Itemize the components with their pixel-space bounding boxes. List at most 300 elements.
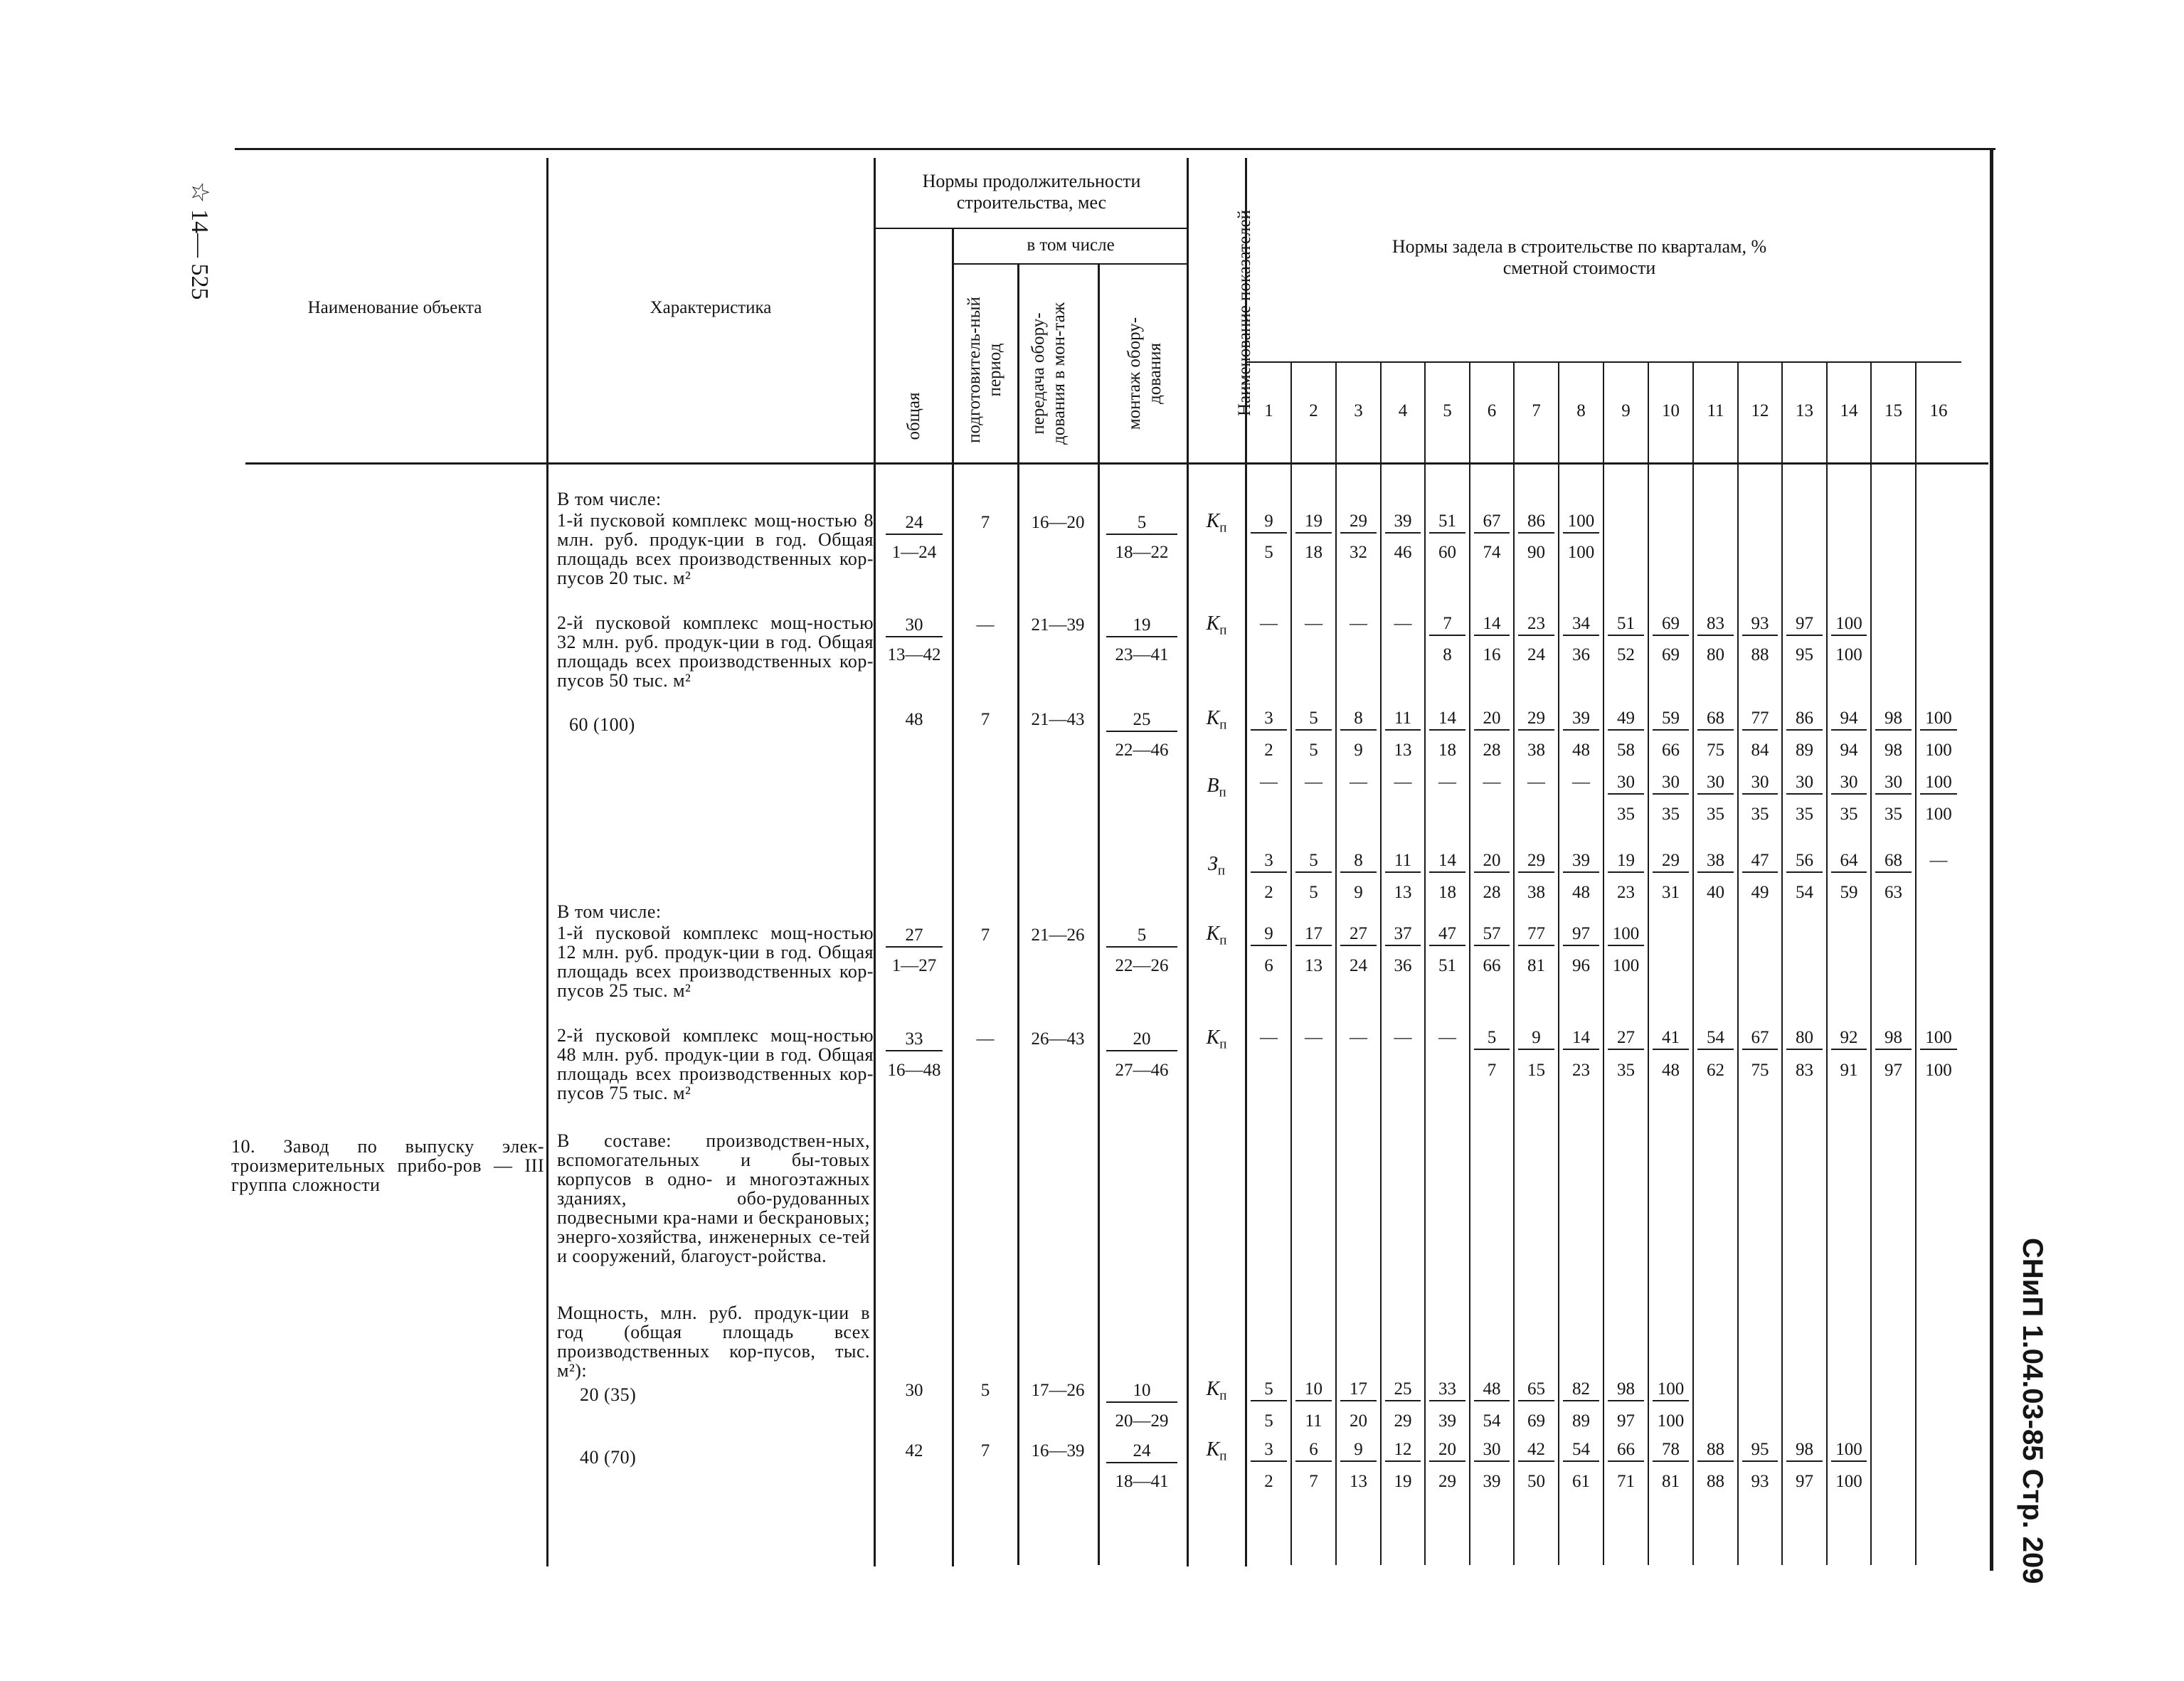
quarter-value-r5-bot-q4: 13 [1394, 883, 1412, 902]
indicator-k-r6: $К_п$ [1206, 1378, 1227, 1404]
quarter-value-r8-bot-q8: 89 [1572, 1411, 1590, 1431]
quarter-col-divider [1469, 363, 1470, 1565]
quarter-header-11: 11 [1707, 401, 1724, 420]
quarter-value-r7-top-q15: 98 [1875, 1027, 1912, 1050]
quarter-value-r1-bot-q5: 60 [1438, 543, 1456, 562]
total-r1: 24 [886, 512, 943, 535]
quarter-value-r5-top-q10: 29 [1653, 850, 1689, 873]
indicator-k-r5: $К_п$ [1206, 1027, 1227, 1052]
quarter-value-r7-top-q11: 54 [1697, 1027, 1734, 1050]
quarter-value-r6-top-q3: 27 [1340, 923, 1377, 946]
quarter-value-r2-bot-q13: 95 [1796, 645, 1813, 664]
quarter-value-r2-top-q13: 97 [1786, 613, 1823, 636]
quarter-value-r9-top-q9: 66 [1608, 1439, 1644, 1462]
quarter-value-r4-bot-q15: 35 [1885, 805, 1902, 824]
quarter-value-r3-top-q4: 11 [1385, 708, 1421, 731]
quarter-value-r2-top-q5: 7 [1429, 613, 1465, 636]
quarter-value-r6-bot-q4: 36 [1394, 956, 1412, 975]
quarter-value-r5-top-q7: 29 [1518, 850, 1554, 873]
quarter-value-r3-bot-q16: 100 [1925, 741, 1952, 760]
total-sub-r1: 1—24 [891, 543, 937, 562]
mount-sub-r7: 18—41 [1115, 1472, 1169, 1491]
quarter-header-13: 13 [1796, 401, 1813, 420]
header-transfer: передача обору-дования в мон-таж [1029, 302, 1069, 445]
page-id-left: ☆ 14— 525 [186, 181, 213, 300]
quarter-value-r7-top-q8: 14 [1563, 1027, 1599, 1050]
quarter-value-r3-top-q16: 100 [1920, 708, 1957, 731]
quarter-value-r2-top-q10: 69 [1653, 613, 1689, 636]
quarter-value-r2-bot-q9: 52 [1617, 645, 1635, 664]
quarter-value-r1-top-q5: 51 [1429, 511, 1465, 534]
quarter-value-r5-top-q4: 11 [1385, 850, 1421, 873]
quarter-value-r4-top-q11: 30 [1697, 772, 1734, 795]
quarter-value-r6-top-q9: 100 [1608, 923, 1644, 946]
col-divider-transfer [1098, 263, 1100, 1565]
col-divider-name [546, 158, 548, 1566]
quarter-value-r3-bot-q13: 89 [1796, 741, 1813, 760]
quarter-header-4: 4 [1398, 401, 1408, 420]
quarter-value-r4-top-q10: 30 [1653, 772, 1689, 795]
quarter-value-r9-top-q2: 6 [1295, 1439, 1332, 1462]
quarter-value-r2-top-q3: — [1350, 614, 1367, 633]
quarter-value-r5-bot-q12: 49 [1751, 883, 1769, 902]
char-complex-2a: 2-й пусковой комплекс мощ-ностью 32 млн. руб. продук-ции в год. Общая площадь всех производственных кор-пусов 50 тыс. м² [557, 613, 874, 691]
quarter-value-r1-top-q1: 9 [1251, 511, 1287, 534]
quarter-value-r5-top-q12: 47 [1742, 850, 1778, 873]
mount-sub-r4: 22—26 [1115, 956, 1169, 975]
quarter-col-divider [1603, 363, 1604, 1565]
quarter-value-r9-top-q12: 95 [1742, 1439, 1778, 1462]
prep-r4: 7 [980, 926, 990, 945]
quarter-header-5: 5 [1443, 401, 1452, 420]
quarter-value-r7-bot-q15: 97 [1885, 1061, 1902, 1080]
transfer-r5: 26—43 [1031, 1029, 1085, 1049]
quarter-value-r8-top-q8: 82 [1563, 1379, 1599, 1401]
quarter-value-r3-top-q14: 94 [1831, 708, 1867, 731]
quarter-value-r9-bot-q5: 29 [1438, 1472, 1456, 1491]
quarter-col-divider [1826, 363, 1828, 1565]
quarter-value-r2-bot-q7: 24 [1527, 645, 1545, 664]
quarter-col-divider [1513, 363, 1515, 1565]
quarter-value-r9-bot-q6: 39 [1483, 1472, 1501, 1491]
transfer-r2: 21—39 [1031, 615, 1085, 635]
quarter-value-r4-bot-q9: 35 [1617, 805, 1635, 824]
quarter-value-r9-top-q4: 12 [1385, 1439, 1421, 1462]
quarter-value-r1-bot-q3: 32 [1350, 543, 1367, 562]
quarter-value-r2-bot-q10: 69 [1662, 645, 1680, 664]
quarter-value-r3-top-q11: 68 [1697, 708, 1734, 731]
quarter-value-r6-bot-q6: 66 [1483, 956, 1501, 975]
indicator-k-r3: $К_п$ [1206, 707, 1227, 733]
quarter-value-r6-top-q8: 97 [1563, 923, 1599, 946]
indicator-k-r1: $К_п$ [1206, 510, 1227, 536]
quarter-value-r7-bot-q16: 100 [1925, 1061, 1952, 1080]
header-total: общая [904, 392, 923, 440]
quarter-col-divider [1335, 363, 1337, 1565]
standard-page-label: СНиП 1.04.03-85 Стр. 209 [2017, 1238, 2048, 1584]
quarter-value-r2-bot-q8: 36 [1572, 645, 1590, 664]
mount-r7: 24 [1106, 1441, 1177, 1463]
quarter-value-r3-top-q10: 59 [1653, 708, 1689, 731]
header-bottom-rule [245, 462, 1988, 465]
quarter-value-r3-top-q1: 3 [1251, 708, 1287, 731]
char-capacity-60: 60 (100) [569, 714, 635, 735]
quarter-value-r5-top-q11: 38 [1697, 850, 1734, 873]
mount-sub-r3: 22—46 [1115, 741, 1169, 760]
quarter-value-r7-top-q5: — [1438, 1028, 1456, 1047]
quarter-value-r4-top-q9: 30 [1608, 772, 1644, 795]
quarter-value-r9-bot-q13: 97 [1796, 1472, 1813, 1491]
quarter-value-r6-top-q7: 77 [1518, 923, 1554, 946]
quarter-value-r7-bot-q12: 75 [1751, 1061, 1769, 1080]
quarter-value-r1-bot-q8: 100 [1567, 543, 1595, 562]
right-border [1990, 148, 1993, 1571]
col-divider-total [952, 229, 954, 1566]
quarter-col-divider [1424, 363, 1426, 1565]
quarter-value-r6-top-q6: 57 [1474, 923, 1510, 946]
quarter-value-r3-bot-q12: 84 [1751, 741, 1769, 760]
quarter-value-r5-bot-q1: 2 [1264, 883, 1273, 902]
quarter-value-r4-top-q5: — [1438, 773, 1456, 792]
quarter-value-r3-top-q13: 86 [1786, 708, 1823, 731]
quarter-header-9: 9 [1621, 401, 1631, 420]
quarter-col-divider [1781, 363, 1783, 1565]
col-divider-prep [1017, 263, 1019, 1565]
quarter-value-r5-bot-q9: 23 [1617, 883, 1635, 902]
transfer-r1-val: 16—20 [1031, 513, 1085, 532]
quarter-value-r6-top-q1: 9 [1251, 923, 1287, 946]
quarter-value-r4-top-q7: — [1527, 773, 1545, 792]
char-complex-1b: 1-й пусковой комплекс мощ-ностью 12 млн. руб. продук-ции в год. Общая площадь всех производственных кор-пусов 25 тыс. м² [557, 923, 874, 1001]
quarter-value-r9-top-q5: 20 [1429, 1439, 1465, 1462]
quarter-value-r7-top-q16: 100 [1920, 1027, 1957, 1050]
quarter-value-r4-top-q2: — [1305, 773, 1322, 792]
quarter-value-r4-top-q6: — [1483, 773, 1501, 792]
char-composition: В составе: производствен-ных, вспомогательных и бы-товых корпусов в одно- и многоэтажных зданиях, обо-рудованных подвесными кра-нами и бескрановых; энерго-хозяйства, инженерных се-тей и сооружений, благоуст-ройства. [557, 1130, 870, 1266]
quarter-col-divider [1380, 363, 1382, 1565]
quarter-header-12: 12 [1751, 401, 1769, 420]
quarter-value-r3-top-q8: 39 [1563, 708, 1599, 731]
quarter-value-r7-top-q2: — [1305, 1028, 1322, 1047]
quarter-value-r5-bot-q15: 63 [1885, 883, 1902, 902]
quarter-value-r5-top-q15: 68 [1875, 850, 1912, 873]
transfer-r3: 21—43 [1031, 710, 1085, 729]
quarter-value-r3-bot-q5: 18 [1438, 741, 1456, 760]
quarter-value-r4-bot-q13: 35 [1796, 805, 1813, 824]
quarter-header-8: 8 [1576, 401, 1586, 420]
quarter-value-r5-bot-q2: 5 [1309, 883, 1318, 902]
quarter-value-r7-bot-q13: 83 [1796, 1061, 1813, 1080]
quarter-value-r1-top-q6: 67 [1474, 511, 1510, 534]
quarter-value-r9-top-q13: 98 [1786, 1439, 1823, 1462]
quarter-value-r3-top-q7: 29 [1518, 708, 1554, 731]
quarter-value-r5-top-q13: 56 [1786, 850, 1823, 873]
mount-r3: 25 [1106, 709, 1177, 732]
quarter-value-r5-top-q3: 8 [1340, 850, 1377, 873]
quarter-value-r3-bot-q3: 9 [1354, 741, 1363, 760]
quarter-col-divider [1290, 363, 1292, 1565]
header-duration-norms: Нормы продолжительности строительства, мес [922, 171, 1141, 213]
quarter-value-r3-top-q3: 8 [1340, 708, 1377, 731]
quarter-value-r2-top-q1: — [1260, 614, 1278, 633]
quarter-value-r9-top-q8: 54 [1563, 1439, 1599, 1462]
quarter-value-r3-bot-q11: 75 [1707, 741, 1724, 760]
quarter-value-r9-top-q3: 9 [1340, 1439, 1377, 1462]
quarter-value-r2-top-q4: — [1394, 614, 1412, 633]
quarter-value-r5-top-q2: 5 [1295, 850, 1332, 873]
quarter-value-r7-bot-q6: 7 [1487, 1061, 1497, 1080]
quarter-value-r1-bot-q2: 18 [1305, 543, 1322, 562]
quarter-value-r5-bot-q6: 28 [1483, 883, 1501, 902]
quarter-value-r8-top-q9: 98 [1608, 1379, 1644, 1401]
quarter-value-r4-top-q16: 100 [1920, 772, 1957, 795]
quarter-header-6: 6 [1487, 401, 1497, 420]
quarter-value-r3-bot-q9: 58 [1617, 741, 1635, 760]
quarter-value-r7-top-q6: 5 [1474, 1027, 1510, 1050]
quarter-value-r4-bot-q10: 35 [1662, 805, 1680, 824]
quarter-value-r3-top-q9: 49 [1608, 708, 1644, 731]
quarter-value-r6-bot-q5: 51 [1438, 956, 1456, 975]
quarter-value-r8-bot-q3: 20 [1350, 1411, 1367, 1431]
quarter-value-r8-bot-q4: 29 [1394, 1411, 1412, 1431]
quarter-value-r3-top-q5: 14 [1429, 708, 1465, 731]
quarter-value-r8-top-q10: 100 [1653, 1379, 1689, 1401]
total-r2: 30 [886, 615, 943, 637]
quarter-value-r4-top-q1: — [1260, 773, 1278, 792]
prep-r2: — [976, 615, 995, 635]
quarter-header-1: 1 [1264, 401, 1273, 420]
quarter-value-r7-top-q3: — [1350, 1028, 1367, 1047]
quarter-value-r6-bot-q2: 13 [1305, 956, 1322, 975]
mount-r6: 10 [1106, 1380, 1177, 1403]
quarter-value-r6-bot-q7: 81 [1527, 956, 1545, 975]
header-including: в том числе [1027, 235, 1115, 255]
quarter-value-r3-top-q2: 5 [1295, 708, 1332, 731]
quarter-value-r2-top-q8: 34 [1563, 613, 1599, 636]
quarter-value-r9-bot-q4: 19 [1394, 1472, 1412, 1491]
quarter-value-r7-top-q12: 67 [1742, 1027, 1778, 1050]
quarter-value-r4-top-q8: — [1572, 773, 1590, 792]
quarter-value-r8-bot-q2: 11 [1305, 1411, 1322, 1431]
transfer-r7: 16—39 [1031, 1441, 1085, 1460]
quarter-value-r3-bot-q10: 66 [1662, 741, 1680, 760]
quarter-value-r9-bot-q9: 71 [1617, 1472, 1635, 1491]
quarter-value-r7-bot-q7: 15 [1527, 1061, 1545, 1080]
duration-header-rule [875, 228, 1188, 229]
quarter-value-r3-top-q12: 77 [1742, 708, 1778, 731]
quarter-value-r3-bot-q14: 94 [1840, 741, 1858, 760]
quarter-value-r4-top-q13: 30 [1786, 772, 1823, 795]
quarter-value-r8-top-q2: 10 [1295, 1379, 1332, 1401]
prep-r7: 7 [980, 1441, 990, 1460]
quarter-value-r8-bot-q5: 39 [1438, 1411, 1456, 1431]
quarter-value-r3-bot-q7: 38 [1527, 741, 1545, 760]
quarter-value-r9-bot-q14: 100 [1835, 1472, 1862, 1491]
prep-r1: 7 [980, 513, 990, 532]
quarter-header-2: 2 [1309, 401, 1318, 420]
char-capacity-20: 20 (35) [580, 1384, 637, 1405]
header-prep: подготовитель-ный период [965, 297, 1004, 443]
quarter-value-r7-top-q1: — [1260, 1028, 1278, 1047]
quarter-value-r9-bot-q2: 7 [1309, 1472, 1318, 1491]
quarter-value-r1-top-q2: 19 [1295, 511, 1332, 534]
quarter-value-r4-top-q3: — [1350, 773, 1367, 792]
prep-r5: — [976, 1029, 995, 1049]
mount-r2: 19 [1106, 615, 1177, 637]
quarter-col-divider [1737, 363, 1739, 1565]
quarter-header-16: 16 [1929, 401, 1948, 420]
quarter-value-r6-top-q4: 37 [1385, 923, 1421, 946]
quarter-value-r7-bot-q11: 62 [1707, 1061, 1724, 1080]
quarter-value-r9-top-q7: 42 [1518, 1439, 1554, 1462]
mount-sub-r1: 18—22 [1115, 543, 1169, 562]
total-sub-r5: 16—48 [887, 1061, 941, 1080]
quarter-value-r5-top-q5: 14 [1429, 850, 1465, 873]
quarter-value-r6-bot-q1: 6 [1264, 956, 1273, 975]
indicator-k-r4: $К_п$ [1206, 923, 1227, 948]
total-r6: 30 [905, 1381, 923, 1400]
including-header-rule [953, 263, 1188, 265]
total-r5: 33 [886, 1029, 943, 1051]
quarter-value-r5-bot-q10: 31 [1662, 883, 1680, 902]
quarter-value-r1-bot-q1: 5 [1264, 543, 1273, 562]
quarter-value-r7-top-q14: 92 [1831, 1027, 1867, 1050]
quarter-value-r3-bot-q15: 98 [1885, 741, 1902, 760]
quarter-value-r6-bot-q9: 100 [1612, 956, 1640, 975]
quarter-value-r2-top-q2: — [1305, 614, 1322, 633]
total-r3: 48 [905, 710, 923, 729]
quarter-value-r9-bot-q8: 61 [1572, 1472, 1590, 1491]
quarter-value-r5-bot-q5: 18 [1438, 883, 1456, 902]
char-including-1: В том числе: [557, 489, 662, 509]
quarter-value-r1-bot-q4: 46 [1394, 543, 1412, 562]
quarter-value-r4-top-q14: 30 [1831, 772, 1867, 795]
mount-r4: 5 [1106, 925, 1177, 948]
mount-sub-r6: 20—29 [1115, 1411, 1169, 1431]
quarter-value-r5-top-q1: 3 [1251, 850, 1287, 873]
quarter-value-r3-top-q15: 98 [1875, 708, 1912, 731]
quarter-col-divider [1870, 363, 1872, 1565]
quarter-value-r8-bot-q7: 69 [1527, 1411, 1545, 1431]
quarter-value-r8-top-q1: 5 [1251, 1379, 1287, 1401]
char-including-2: В том числе: [557, 901, 662, 922]
indicator-k-r2: $К_п$ [1206, 613, 1227, 638]
transfer-r6: 17—26 [1031, 1381, 1085, 1400]
quarter-value-r3-bot-q2: 5 [1309, 741, 1318, 760]
quarter-value-r4-top-q15: 30 [1875, 772, 1912, 795]
quarter-col-divider [1692, 363, 1694, 1565]
quarter-value-r5-top-q16: — [1929, 851, 1948, 870]
quarter-value-r5-bot-q7: 38 [1527, 883, 1545, 902]
quarter-value-r8-top-q7: 65 [1518, 1379, 1554, 1401]
quarter-value-r2-top-q12: 93 [1742, 613, 1778, 636]
quarter-value-r4-top-q12: 30 [1742, 772, 1778, 795]
transfer-r4: 21—26 [1031, 926, 1085, 945]
quarter-value-r5-top-q8: 39 [1563, 850, 1599, 873]
quarter-value-r6-bot-q8: 96 [1572, 956, 1590, 975]
header-object-name: Наименование объекта [307, 298, 482, 317]
prep-r3: 7 [980, 710, 990, 729]
quarter-value-r7-top-q9: 27 [1608, 1027, 1644, 1050]
header-indicator: Наименование показателей [1235, 209, 1254, 417]
quarter-header-10: 10 [1662, 401, 1680, 420]
total-sub-r2: 13—42 [887, 645, 941, 664]
quarter-value-r9-top-q10: 78 [1653, 1439, 1689, 1462]
quarter-value-r8-bot-q9: 97 [1617, 1411, 1635, 1431]
quarter-value-r4-bot-q14: 35 [1840, 805, 1858, 824]
total-r4: 27 [886, 925, 943, 948]
quarter-value-r1-bot-q6: 74 [1483, 543, 1501, 562]
quarter-value-r9-bot-q11: 88 [1707, 1472, 1724, 1491]
quarter-value-r5-bot-q8: 48 [1572, 883, 1590, 902]
quarter-value-r2-bot-q12: 88 [1751, 645, 1769, 664]
quarter-value-r3-bot-q6: 28 [1483, 741, 1501, 760]
quarter-value-r2-bot-q6: 16 [1483, 645, 1501, 664]
quarter-value-r8-top-q5: 33 [1429, 1379, 1465, 1401]
header-backlog-norms: Нормы задела в строительстве по кварталам, % сметной стоимости [1391, 236, 1767, 278]
quarter-value-r2-bot-q5: 8 [1443, 645, 1452, 664]
quarter-value-r5-top-q6: 20 [1474, 850, 1510, 873]
top-rule [235, 148, 1995, 150]
quarter-value-r7-top-q4: — [1394, 1028, 1412, 1047]
quarter-value-r8-top-q4: 25 [1385, 1379, 1421, 1401]
quarter-value-r5-bot-q14: 59 [1840, 883, 1858, 902]
quarter-value-r1-top-q7: 86 [1518, 511, 1554, 534]
object-name: 10. Завод по выпуску элек-троизмерительных прибо-ров — III группа сложности [231, 1136, 544, 1195]
total-sub-r4: 1—27 [891, 956, 937, 975]
quarter-value-r5-top-q9: 19 [1608, 850, 1644, 873]
quarter-value-r2-bot-q11: 80 [1707, 645, 1724, 664]
header-characteristic: Характеристика [650, 298, 772, 317]
quarter-value-r9-top-q14: 100 [1831, 1439, 1867, 1462]
quarter-value-r3-bot-q4: 13 [1394, 741, 1412, 760]
quarter-value-r7-bot-q8: 23 [1572, 1061, 1590, 1080]
quarter-value-r1-top-q3: 29 [1340, 511, 1377, 534]
quarter-value-r8-bot-q1: 5 [1264, 1411, 1273, 1431]
quarter-value-r7-bot-q9: 35 [1617, 1061, 1635, 1080]
quarter-value-r4-bot-q11: 35 [1707, 805, 1724, 824]
total-r7: 42 [905, 1441, 923, 1460]
mount-sub-r2: 23—41 [1115, 645, 1169, 664]
quarter-value-r9-bot-q10: 81 [1662, 1472, 1680, 1491]
quarter-value-r1-top-q4: 39 [1385, 511, 1421, 534]
quarter-col-divider [1558, 363, 1559, 1565]
quarter-value-r2-bot-q14: 100 [1835, 645, 1862, 664]
quarter-value-r8-top-q6: 48 [1474, 1379, 1510, 1401]
quarter-value-r2-top-q11: 83 [1697, 613, 1734, 636]
quarter-value-r9-bot-q3: 13 [1350, 1472, 1367, 1491]
header-mount: монтаж обору-дования [1125, 317, 1165, 430]
quarter-value-r5-top-q14: 64 [1831, 850, 1867, 873]
quarter-value-r1-top-q8: 100 [1563, 511, 1599, 534]
quarter-header-15: 15 [1885, 401, 1902, 420]
quarter-col-divider [1915, 363, 1917, 1565]
quarter-value-r2-top-q14: 100 [1831, 613, 1867, 636]
quarter-value-r2-top-q7: 23 [1518, 613, 1554, 636]
prep-r6: 5 [980, 1381, 990, 1400]
quarter-value-r9-bot-q7: 50 [1527, 1472, 1545, 1491]
quarter-value-r9-bot-q12: 93 [1751, 1472, 1769, 1491]
quarter-value-r7-top-q13: 80 [1786, 1027, 1823, 1050]
quarter-value-r9-top-q1: 3 [1251, 1439, 1287, 1462]
quarter-value-r5-bot-q11: 40 [1707, 883, 1724, 902]
char-complex-2b: 2-й пусковой комплекс мощ-ностью 48 млн. руб. продук-ции в год. Общая площадь всех производственных кор-пусов 75 тыс. м² [557, 1025, 874, 1103]
quarter-value-r2-top-q9: 51 [1608, 613, 1644, 636]
indicator-v-r3: $В_п$ [1207, 775, 1226, 800]
quarter-value-r6-top-q5: 47 [1429, 923, 1465, 946]
char-capacity-heading: Мощность, млн. руб. продук-ции в год (общая площадь всех производственных кор-пусов, тыс. м²): [557, 1303, 870, 1381]
quarter-value-r8-bot-q10: 100 [1657, 1411, 1685, 1431]
